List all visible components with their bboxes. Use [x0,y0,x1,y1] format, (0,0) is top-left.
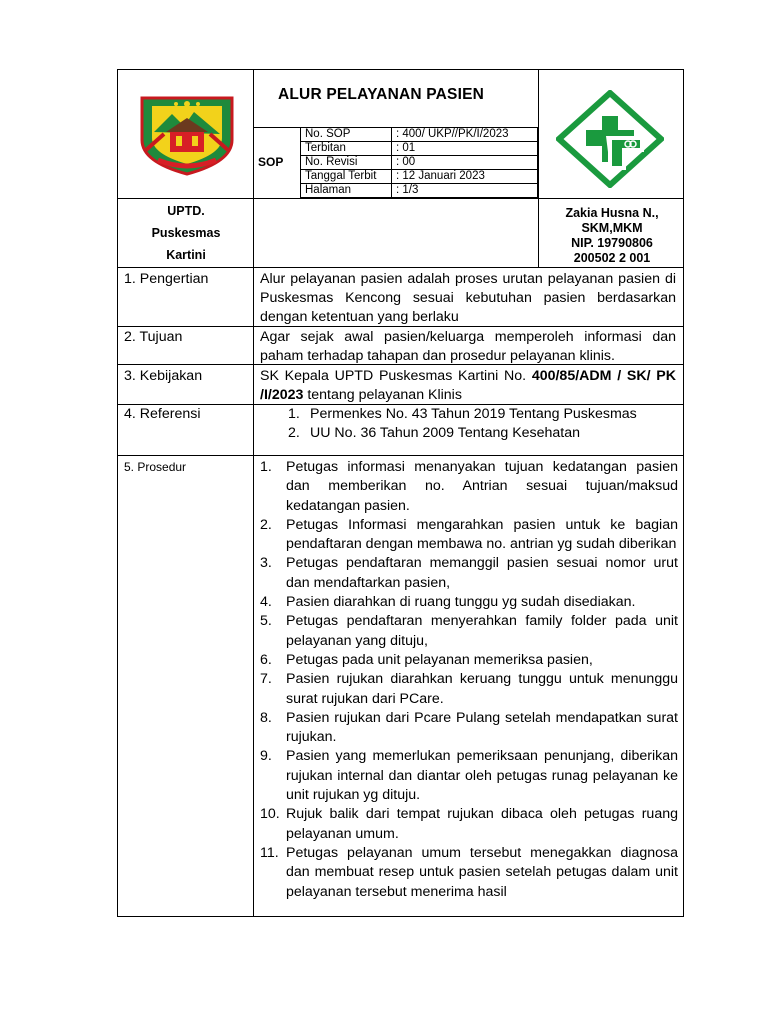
puskesmas-logo [556,90,664,188]
list-item: 2. UU No. 36 Tahun 2009 Tentang Kesehatan [288,425,581,441]
sop-document [117,69,684,917]
regional-emblem-logo [136,90,238,176]
list-item: 10. Rujuk balik dari tempat rujukan dibaca oleh petugas ruang pelayanan umum. [260,806,678,842]
unit-name: UPTD. Puskesmas Kartini [151,204,221,262]
header-divider-right [538,70,539,198]
list-item: 7. Pasien rujukan diarahkan keruang tunggu untuk menunggu surat rujukan dari PCare. [260,671,678,707]
sop-label: SOP [258,155,284,169]
meta-row: No. SOP : 400/ UKP//PK/I/2023 [301,128,538,142]
section-label-prosedur: 5. Prosedur [124,460,187,474]
list-item: 9. Pasien yang memerlukan pemeriksaan penunjang, diberikan rujukan internal dan diantar oleh petugas runag pelayanan ke unit rujukan yg dituju. [260,748,678,804]
document-title: ALUR PELAYANAN PASIEN [278,86,485,103]
meta-row: Halaman : 1/3 [301,184,538,198]
list-item: 11. Petugas pelayanan umum tersebut menegakkan diagnosa dan membuat resep untuk pasien setelah petugas dalam unit pelayanan tersebut menerima hasil [260,844,678,900]
list-item: 1. Permenkes No. 43 Tahun 2019 Tentang Puskesmas [288,406,637,422]
row-rule-6 [118,455,684,456]
list-item: 1. Petugas informasi menanyakan tujuan kedatangan pasien dan memberikan no. Antrian sesuai tujuan/maksud kedatangan pasien. [260,459,678,514]
signatory: Zakia Husna N., SKM,MKM NIP. 19790806 200502 2 001 [565,206,659,265]
section-label-referensi: 4. Referensi [124,406,201,422]
section-label-pengertian: 1. Pengertian [124,271,209,287]
meta-row: Terbitan : 01 [301,142,538,156]
section-text-tujuan: Agar sejak awal pasien/keluarga memperoleh informasi dan paham terhadap tahapan dan prosedur pelayanan klinis. [260,329,676,364]
meta-row: Tanggal Terbit : 12 Januari 2023 [301,170,538,184]
section-label-tujuan: 2. Tujuan [124,329,183,345]
row-rule-2 [118,267,684,268]
section-text-kebijakan: SK Kepala UPTD Puskesmas Kartini No. 400/85/ADM / SK/ PK /I/2023 tentang pelayanan Klinis [260,368,676,403]
list-item: 8. Pasien rujukan dari Pcare Pulang setelah mendapatkan surat rujukan. [260,709,678,746]
meta-row: No. Revisi : 00 [301,156,538,170]
list-item: 6. Petugas pada unit pelayanan memeriksa pasien, [260,651,593,668]
referensi-list [260,405,680,443]
section-text-pengertian: Alur pelayanan pasien adalah proses urutan pelayanan pasien di Puskesmas Kencong sesuai kebutuhan pasien berdasarkan dengan ketentuan yang berlaku [260,271,676,325]
list-item: 4. Pasien diarahkan di ruang tunggu yg sudah disediakan. [260,594,636,611]
sop-meta-table [300,127,538,198]
list-item: 2. Petugas Informasi mengarahkan pasien untuk ke bagian pendaftaran dengan membawa no. antrian yg sudah diberikan [260,516,678,553]
list-item: 3. Petugas pendaftaran memanggil pasien sesuai nomor urut dan mendaftarkan pasien, [260,555,678,591]
section-label-kebijakan: 3. Kebijakan [124,368,203,384]
list-item: 5. Petugas pendaftaran menyerahkan family folder pada unit pelayanan yang dituju, [260,613,678,649]
prosedur-steps [260,458,678,902]
